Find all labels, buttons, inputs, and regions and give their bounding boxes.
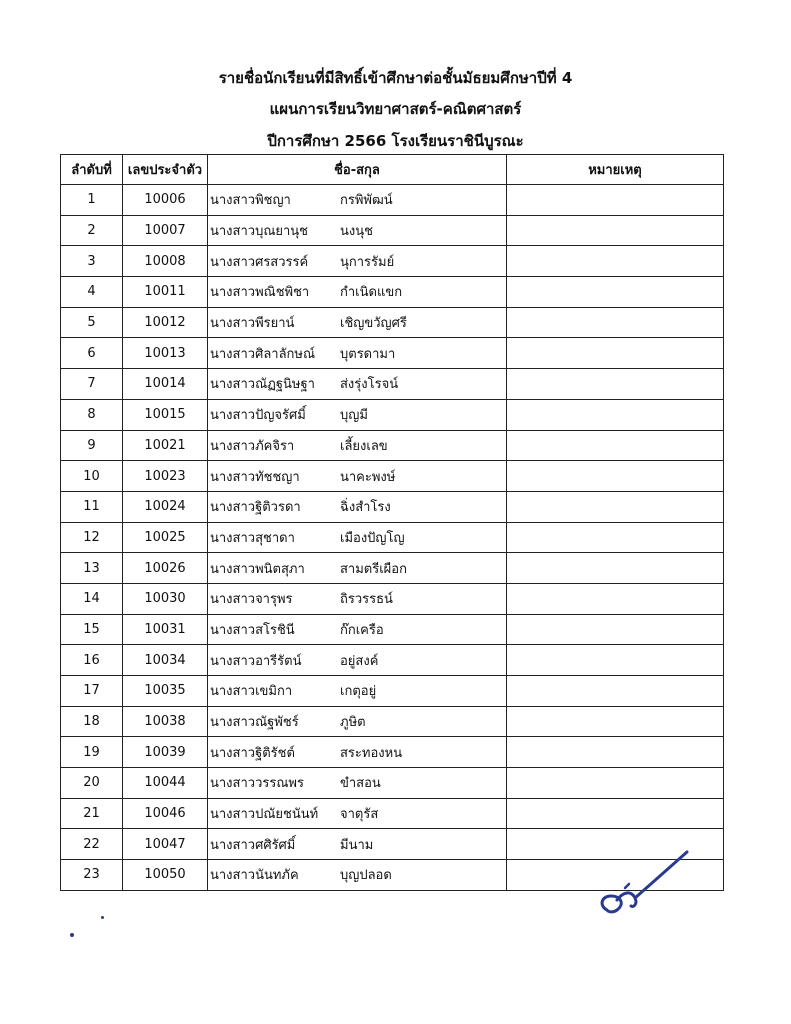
table-row: [61, 338, 724, 369]
row-remark: [507, 676, 724, 707]
row-remark: [507, 246, 724, 277]
row-order: 23: [61, 860, 123, 891]
row-last-name: ก๊กเครือ: [340, 622, 384, 638]
row-full-name: [208, 583, 507, 614]
row-full-name: [208, 215, 507, 246]
row-full-name: [208, 737, 507, 768]
row-remark: [507, 215, 724, 246]
row-order: 1: [61, 185, 123, 216]
row-first-name: นางสาวฐิติรัชต์: [210, 745, 295, 761]
table-row: [61, 277, 724, 308]
table-row: [61, 645, 724, 676]
row-first-name: นางสาววรรณพร: [210, 776, 304, 792]
row-full-name: [208, 369, 507, 400]
row-last-name: เลี้ยงเลข: [340, 438, 388, 454]
row-remark: [507, 277, 724, 308]
column-header-order: ลำดับที่: [61, 155, 123, 185]
ink-mark: [101, 916, 104, 919]
table-row: [61, 461, 724, 492]
row-full-name: [208, 338, 507, 369]
row-order: 22: [61, 829, 123, 860]
row-full-name: [208, 307, 507, 338]
row-student-id: 10008: [123, 246, 208, 277]
row-order: 14: [61, 583, 123, 614]
row-remark: [507, 522, 724, 553]
row-first-name: นางสาวศิลาลักษณ์: [210, 346, 316, 362]
row-last-name: มีนาม: [340, 837, 374, 853]
row-student-id: 10047: [123, 829, 208, 860]
table-row: [61, 583, 724, 614]
row-order: 10: [61, 461, 123, 492]
table-row: [61, 307, 724, 338]
row-student-id: 10021: [123, 430, 208, 461]
table-row: [61, 430, 724, 461]
row-full-name: [208, 645, 507, 676]
row-first-name: นางสาวบุณยานุช: [210, 224, 309, 240]
row-order: 21: [61, 798, 123, 829]
row-first-name: นางสาวปณัยชนันท์: [210, 807, 319, 823]
table-row: [61, 798, 724, 829]
row-full-name: [208, 246, 507, 277]
row-first-name: นางสาวสุชาดา: [210, 530, 295, 546]
row-first-name: นางสาวทัชชญา: [210, 469, 300, 485]
row-last-name: เกตุอยู่: [340, 684, 377, 700]
row-remark: [507, 307, 724, 338]
row-order: 5: [61, 307, 123, 338]
row-first-name: นางสาวฐิติวรดา: [210, 500, 301, 516]
row-first-name: นางสาวอารีรัตน์: [210, 653, 302, 669]
row-last-name: ภูษิต: [340, 715, 366, 731]
row-order: 18: [61, 706, 123, 737]
column-header-name: ชื่อ-สกุล: [208, 155, 507, 185]
row-order: 2: [61, 215, 123, 246]
row-remark: [507, 737, 724, 768]
signature-image: [595, 848, 695, 918]
row-order: 20: [61, 768, 123, 799]
row-full-name: [208, 768, 507, 799]
row-remark: [507, 430, 724, 461]
table-row: [61, 522, 724, 553]
row-order: 11: [61, 491, 123, 522]
row-remark: [507, 399, 724, 430]
row-remark: [507, 185, 724, 216]
student-list-table: [60, 154, 724, 891]
row-first-name: นางสาวพิชญา: [210, 193, 291, 209]
row-remark: [507, 614, 724, 645]
row-first-name: นางสาวพีรยาน์: [210, 316, 295, 332]
row-last-name: ส่งรุ่งโรจน์: [340, 377, 399, 393]
row-remark: [507, 645, 724, 676]
table-row: [61, 553, 724, 584]
row-last-name: บุญมี: [340, 408, 368, 424]
row-student-id: 10023: [123, 461, 208, 492]
row-student-id: 10025: [123, 522, 208, 553]
row-student-id: 10046: [123, 798, 208, 829]
row-last-name: สระทองหน: [340, 745, 403, 761]
row-remark: [507, 461, 724, 492]
row-last-name: ฉิ่งสำโรง: [340, 500, 391, 516]
row-order: 16: [61, 645, 123, 676]
row-student-id: 10050: [123, 860, 208, 891]
row-last-name: เมืองปัญโญ: [340, 530, 405, 546]
table-row: [61, 676, 724, 707]
row-student-id: 10015: [123, 399, 208, 430]
row-remark: [507, 583, 724, 614]
table-row: [61, 737, 724, 768]
table-row: [61, 706, 724, 737]
row-student-id: 10007: [123, 215, 208, 246]
row-first-name: นางสาวภัคจิรา: [210, 438, 295, 454]
table-row: [61, 399, 724, 430]
row-student-id: 10038: [123, 706, 208, 737]
table-header-row: [61, 155, 724, 185]
row-last-name: จาตุรัส: [340, 807, 379, 823]
row-student-id: 10013: [123, 338, 208, 369]
row-first-name: นางสาวสโรชินี: [210, 622, 295, 638]
row-last-name: เชิญขวัญศรี: [340, 316, 407, 332]
row-first-name: นางสาวศศิรัศมิ์: [210, 837, 296, 853]
row-last-name: บุตรดามา: [340, 346, 396, 362]
row-full-name: [208, 706, 507, 737]
table-row: [61, 185, 724, 216]
row-student-id: 10012: [123, 307, 208, 338]
row-order: 6: [61, 338, 123, 369]
row-full-name: [208, 829, 507, 860]
column-header-student-id: เลขประจำตัว: [123, 155, 208, 185]
row-order: 19: [61, 737, 123, 768]
row-order: 4: [61, 277, 123, 308]
row-first-name: นางสาวพณิชพิชา: [210, 285, 310, 301]
row-remark: [507, 369, 724, 400]
row-student-id: 10024: [123, 491, 208, 522]
row-remark: [507, 768, 724, 799]
row-student-id: 10030: [123, 583, 208, 614]
row-student-id: 10035: [123, 676, 208, 707]
row-student-id: 10039: [123, 737, 208, 768]
row-full-name: [208, 491, 507, 522]
table-row: [61, 246, 724, 277]
table-row: [61, 768, 724, 799]
row-last-name: นงนุช: [340, 224, 373, 240]
row-remark: [507, 798, 724, 829]
row-first-name: นางสาวณัฐพัชร์: [210, 715, 299, 731]
row-remark: [507, 553, 724, 584]
document-subtitle-year-school: ปีการศึกษา 2566 โรงเรียนราชินีบูรณะ: [267, 132, 524, 150]
row-full-name: [208, 461, 507, 492]
row-first-name: นางสาวพนิตสุภา: [210, 561, 305, 577]
row-last-name: นุการรัมย์: [340, 254, 395, 270]
table-row: [61, 215, 724, 246]
row-last-name: อยู่สงค์: [340, 653, 379, 669]
row-order: 17: [61, 676, 123, 707]
row-last-name: นาคะพงษ์: [340, 469, 396, 485]
row-first-name: นางสาวนันทภัค: [210, 868, 299, 884]
row-full-name: [208, 277, 507, 308]
row-first-name: นางสาวเขมิกา: [210, 684, 293, 700]
row-full-name: [208, 522, 507, 553]
document-subtitle-program: แผนการเรียนวิทยาศาสตร์-คณิตศาสตร์: [269, 100, 522, 118]
row-student-id: 10034: [123, 645, 208, 676]
row-student-id: 10044: [123, 768, 208, 799]
row-student-id: 10006: [123, 185, 208, 216]
row-order: 9: [61, 430, 123, 461]
row-last-name: ขำสอน: [340, 776, 381, 792]
column-header-remark: หมายเหตุ: [507, 155, 724, 185]
row-student-id: 10026: [123, 553, 208, 584]
row-order: 8: [61, 399, 123, 430]
table-row: [61, 369, 724, 400]
row-first-name: นางสาวจารุพร: [210, 592, 293, 608]
document-title: รายชื่อนักเรียนที่มีสิทธิ์เข้าศึกษาต่อชั้นมัธยมศึกษาปีที่ 4: [218, 69, 573, 87]
row-full-name: [208, 185, 507, 216]
row-full-name: [208, 860, 507, 891]
row-order: 7: [61, 369, 123, 400]
row-full-name: [208, 399, 507, 430]
row-last-name: บุญปลอด: [340, 868, 392, 884]
row-remark: [507, 706, 724, 737]
row-student-id: 10011: [123, 277, 208, 308]
row-remark: [507, 491, 724, 522]
row-order: 15: [61, 614, 123, 645]
row-order: 3: [61, 246, 123, 277]
table-row: [61, 491, 724, 522]
row-full-name: [208, 676, 507, 707]
row-full-name: [208, 798, 507, 829]
row-full-name: [208, 553, 507, 584]
row-last-name: กำเนิดแขก: [340, 285, 403, 301]
table-row: [61, 614, 724, 645]
ink-mark: [70, 933, 74, 937]
row-first-name: นางสาวศรสวรรค์: [210, 254, 309, 270]
row-full-name: [208, 430, 507, 461]
row-student-id: 10014: [123, 369, 208, 400]
row-last-name: ถิรวรรธน์: [340, 592, 393, 608]
row-last-name: กรพิพัฒน์: [340, 193, 393, 209]
row-remark: [507, 338, 724, 369]
row-last-name: สามตรีเผือก: [340, 561, 407, 577]
row-first-name: นางสาวณัฏฐนิษฐา: [210, 377, 315, 393]
row-order: 12: [61, 522, 123, 553]
row-student-id: 10031: [123, 614, 208, 645]
row-first-name: นางสาวปัญจรัศมิ์: [210, 408, 306, 424]
row-full-name: [208, 614, 507, 645]
row-order: 13: [61, 553, 123, 584]
